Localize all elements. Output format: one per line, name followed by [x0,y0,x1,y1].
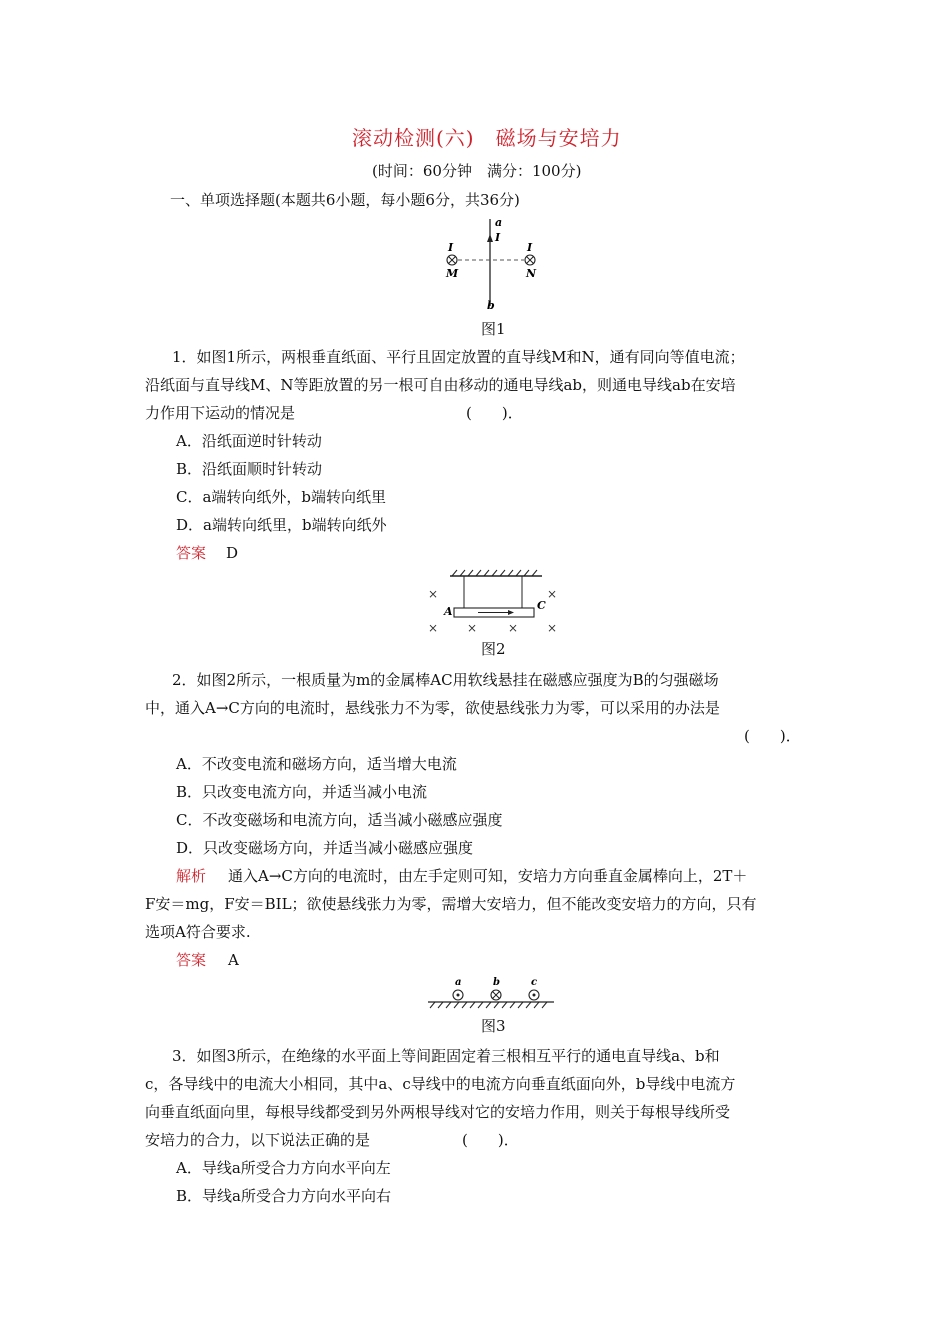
label-b: b [493,977,500,988]
svg-text:×: × [428,587,439,601]
svg-text:×: × [467,621,478,634]
q2-analysis-3: 选项A符合要求. [145,923,251,941]
q2-analysis-label: 解析 [176,867,207,885]
q1-option-a: A．沿纸面逆时针转动 [176,432,322,450]
q1-option-d: D．a端转向纸里，b端转向纸外 [176,516,387,534]
q1-option-b: B．沿纸面顺时针转动 [176,460,323,478]
svg-text:×: × [547,621,558,634]
wire-n-into-page-icon [525,255,535,265]
page-title: 滚动检测(六) 磁场与安培力 [352,126,622,150]
q2-analysis-2: F安＝mg，F安＝BIL；欲使悬线张力为零，需增大安培力，但不能改变安培力的方向，只有 [145,895,757,913]
label-i-left: I [448,241,454,254]
figure-2 [420,568,560,634]
q1-line-1: 1．如图1所示，两根垂直纸面、平行且固定放置的直导线M和N，通有同向等值电流； [172,348,745,366]
svg-text:×: × [547,587,558,601]
label-m: M [446,267,459,280]
figure-1-caption: 图1 [481,320,506,338]
page-subtitle: (时间：60分钟 满分：100分) [372,162,582,180]
figure-3 [424,974,558,1010]
label-i-top: I [495,231,501,244]
q1-answer-label: 答案 [176,544,207,562]
q2-answer-label: 答案 [176,951,207,969]
q2-answer: A [228,951,239,969]
q2-option-a: A．不改变电流和磁场方向，适当增大电流 [176,755,457,773]
current-arrow-head [508,610,514,615]
q2-option-b: B．只改变电流方向，并适当减小电流 [176,783,428,801]
ground-hatch [430,1002,547,1008]
q1-line-2: 沿纸面与直导线M、N等距放置的另一根可自由移动的通电导线ab，则通电导线ab在安培 [145,376,736,394]
wire-c-out-of-page-icon [529,990,539,1000]
wire-b-into-page-icon [491,990,501,1000]
svg-text:×: × [508,621,519,634]
label-i-right: I [527,241,533,254]
svg-text:×: × [428,621,439,634]
current-arrow-up [487,234,493,242]
label-a: a [495,216,503,229]
q3-bracket: ( )． [462,1131,519,1149]
q3-option-b: B．导线a所受合力方向水平向右 [176,1187,391,1205]
q1-bracket: ( )． [466,404,523,422]
label-a: a [455,977,462,988]
figure-2-caption: 图2 [481,640,506,658]
label-b: b [487,299,495,312]
q3-line-1: 3．如图3所示，在绝缘的水平面上等间距固定着三根相互平行的通电直导线a、b和 [172,1047,720,1065]
q3-line-4: 安培力的合力，以下说法正确的是 [145,1131,371,1149]
wire-a-out-of-page-icon [453,990,463,1000]
q2-analysis-1: 通入A→C方向的电流时，由左手定则可知，安培力方向垂直金属棒向上，2T＋ [228,867,748,885]
q3-option-a: A．导线a所受合力方向水平向左 [176,1159,391,1177]
q3-line-2: c，各导线中的电流大小相同，其中a、c导线中的电流方向垂直纸面向外，b导线中电流方 [145,1075,736,1093]
wire-m-into-page-icon [447,255,457,265]
q1-option-c: C．a端转向纸外，b端转向纸里 [176,488,387,506]
section-heading: 一、单项选择题(本题共6小题，每小题6分，共36分) [170,191,520,209]
figure-1 [440,214,550,314]
label-c: C [537,599,546,612]
ceiling-hatch [452,570,537,576]
label-n: N [526,267,537,280]
q1-line-3: 力作用下运动的情况是 [145,404,296,422]
q2-option-d: D．只改变磁场方向，并适当减小磁感应强度 [176,839,474,857]
q3-line-3: 向垂直纸面向里，每根导线都受到另外两根导线对它的安培力作用，则关于每根导线所受 [145,1103,731,1121]
q2-bracket: ( )． [744,727,801,745]
q2-line-1: 2．如图2所示，一根质量为m的金属棒AC用软线悬挂在磁感应强度为B的匀强磁场 [172,671,719,689]
q2-option-c: C．不改变磁场和电流方向，适当减小磁感应强度 [176,811,503,829]
q2-line-2: 中，通入A→C方向的电流时，悬线张力不为零，欲使悬线张力为零，可以采用的办法是 [145,699,720,717]
label-c: c [531,977,538,988]
figure-3-caption: 图3 [481,1017,506,1035]
q1-answer: D [226,544,239,562]
label-a: A [444,605,453,618]
